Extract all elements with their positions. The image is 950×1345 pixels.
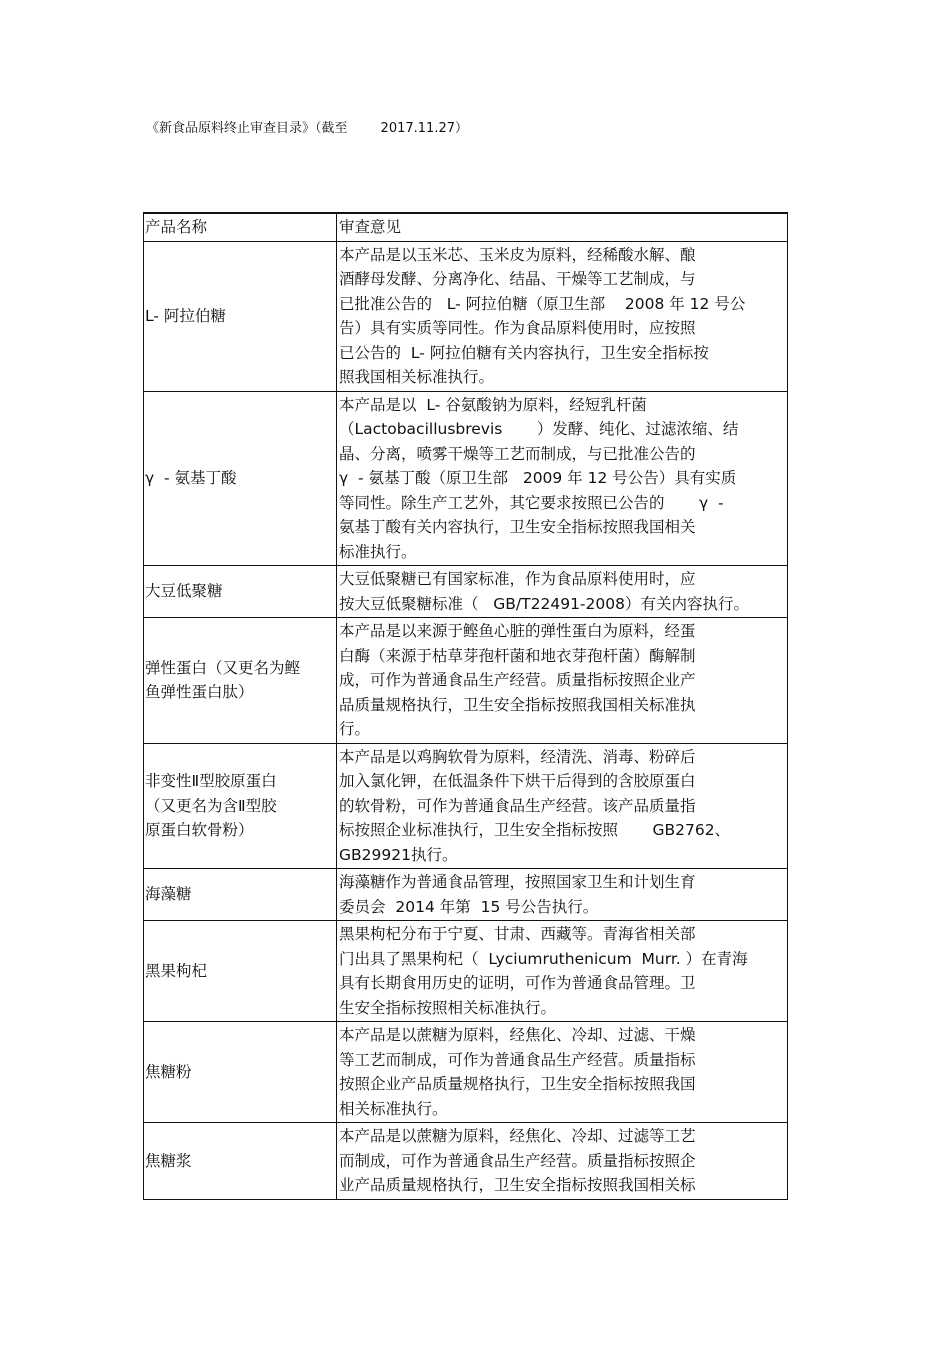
review-opinion-line: 而制成，可作为普通食品生产经营。质量指标按照企 xyxy=(339,1151,696,1170)
table-row xyxy=(144,921,788,1022)
review-opinion-line: 按照企业产品质量规格执行，卫生安全指标按照我国 xyxy=(339,1075,696,1093)
review-opinion-line: 酒酵母发酵、分离净化、结晶、干燥等工艺制成，与 xyxy=(339,270,696,288)
review-opinion-line: 具有长期食用历史的证明，可作为普通食品管理。卫 xyxy=(339,974,696,992)
review-opinion-line: 告）具有实质等同性。作为食品原料使用时，应按照 xyxy=(339,319,696,337)
review-opinion-cell xyxy=(337,241,788,391)
review-opinion-line: 行。 xyxy=(339,720,371,738)
review-opinion-line: 委员会 2014 年第 15 号公告执行。 xyxy=(339,897,599,916)
review-opinion-line: 黑果枸杞分布于宁夏、甘肃、西藏等。青海省相关部 xyxy=(339,925,696,943)
table-row xyxy=(144,743,788,869)
header-review-opinion: 审查意见 xyxy=(337,213,788,241)
review-opinion-line: γ - 氨基丁酸（原卫生部 2009 年 12 号公告）具有实质 xyxy=(339,469,737,487)
review-opinion-cell xyxy=(337,743,788,869)
table-row xyxy=(144,1022,788,1123)
review-table xyxy=(143,212,788,1200)
review-opinion-line: 等工艺而制成，可作为普通食品生产经营。质量指标 xyxy=(339,1050,696,1069)
review-opinion-line: 海藻糖作为普通食品管理，按照国家卫生和计划生育 xyxy=(339,873,696,891)
review-opinion-cell xyxy=(337,566,788,618)
review-opinion-line: 的软骨粉，可作为普通食品生产经营。该产品质量指 xyxy=(339,796,696,815)
table-row xyxy=(144,1123,788,1200)
review-opinion-line: 晶、分离，喷雾干燥等工艺而制成，与已批准公告的 xyxy=(339,444,696,463)
review-opinion-line: 品质量规格执行，卫生安全指标按照我国相关标准执 xyxy=(339,695,696,714)
review-opinion-line: 门出具了黑果枸杞（ Lyciumruthenicum Murr. ）在青海 xyxy=(339,949,748,968)
review-opinion-line: 加入氯化钾，在低温条件下烘干后得到的含胶原蛋白 xyxy=(339,772,696,790)
review-opinion-line: 标按照企业标准执行，卫生安全指标按照 GB2762、 xyxy=(339,821,731,839)
product-name-line: （又更名为含Ⅱ型胶 xyxy=(145,796,277,815)
review-opinion-line: GB29921执行。 xyxy=(339,845,458,864)
review-opinion-line: 氨基丁酸有关内容执行，卫生安全指标按照我国相关 xyxy=(339,518,696,536)
review-opinion-line: （Lactobacillusbrevis ）发酵、纯化、过滤浓缩、结 xyxy=(339,420,739,438)
table-row xyxy=(144,241,788,391)
product-name-line: 黑果枸杞 xyxy=(145,961,208,980)
review-opinion-line: 本产品是以蔗糖为原料，经焦化、冷却、过滤、干燥 xyxy=(339,1026,696,1044)
product-name-line: 海藻糖 xyxy=(145,885,192,904)
review-opinion-line: 相关标准执行。 xyxy=(339,1099,448,1118)
product-name-cell xyxy=(144,241,337,391)
review-opinion-cell xyxy=(337,869,788,921)
review-opinion-line: 本产品是以鸡胸软骨为原料，经清洗、消毒、粉碎后 xyxy=(339,747,696,766)
review-opinion-cell xyxy=(337,1022,788,1123)
product-name-line: 大豆低聚糖 xyxy=(145,582,223,601)
document-title: 《新食品原料终止审查目录》（截至 2017.11.27） xyxy=(146,121,468,136)
review-table-container xyxy=(143,212,789,1220)
review-opinion-cell xyxy=(337,391,788,566)
product-name-line: γ - 氨基丁酸 xyxy=(145,469,237,487)
review-opinion-line: 照我国相关标准执行。 xyxy=(339,368,495,386)
review-opinion-line: 等同性。除生产工艺外，其它要求按照已公告的 γ - xyxy=(339,493,724,512)
review-opinion-line: 大豆低聚糖已有国家标准，作为食品原料使用时，应 xyxy=(339,570,696,588)
review-opinion-cell xyxy=(337,1123,788,1200)
product-name-line: 非变性Ⅱ型胶原蛋白 xyxy=(145,772,277,790)
review-opinion-line: 业产品质量规格执行，卫生安全指标按照我国相关标 xyxy=(339,1176,696,1194)
review-opinion-line: 成，可作为普通食品生产经营。质量指标按照企业产 xyxy=(339,671,696,689)
review-opinion-line: 已公告的 L- 阿拉伯糖有关内容执行，卫生安全指标按 xyxy=(339,343,709,362)
product-name-cell xyxy=(144,566,337,618)
product-name-line: L- 阿拉伯糖 xyxy=(145,306,226,325)
review-opinion-line: 本产品是以蔗糖为原料，经焦化、冷却、过滤等工艺 xyxy=(339,1127,696,1145)
product-name-line: 原蛋白软骨粉） xyxy=(145,821,254,839)
product-name-line: 鱼弹性蛋白肽） xyxy=(145,683,254,702)
table-row xyxy=(144,566,788,618)
product-name-line: 焦糖粉 xyxy=(145,1062,192,1081)
product-name-cell xyxy=(144,869,337,921)
review-opinion-line: 本产品是以玉米芯、玉米皮为原料，经稀酸水解、酿 xyxy=(339,245,696,264)
review-opinion-cell xyxy=(337,618,788,744)
product-name-line: 弹性蛋白（又更名为鲣 xyxy=(145,658,301,677)
product-name-line: 焦糖浆 xyxy=(145,1151,192,1170)
review-opinion-cell xyxy=(337,921,788,1022)
review-opinion-line: 本产品是以来源于鲣鱼心脏的弹性蛋白为原料，经蛋 xyxy=(339,622,696,640)
table-header-row xyxy=(144,213,788,241)
header-product-name: 产品名称 xyxy=(144,213,337,241)
table-row xyxy=(144,869,788,921)
product-name-cell xyxy=(144,391,337,566)
review-opinion-line: 生安全指标按照相关标准执行。 xyxy=(339,998,557,1017)
review-opinion-line: 本产品是以 L- 谷氨酸钠为原料，经短乳杆菌 xyxy=(339,395,647,414)
review-opinion-line: 按大豆低聚糖标准（ GB/T22491-2008）有关内容执行。 xyxy=(339,594,749,613)
review-opinion-line: 已批准公告的 L- 阿拉伯糖（原卫生部 2008 年 12 号公 xyxy=(339,294,746,313)
product-name-cell xyxy=(144,921,337,1022)
review-opinion-line: 标准执行。 xyxy=(339,542,417,561)
product-name-cell xyxy=(144,1022,337,1123)
review-opinion-line: 白酶（来源于枯草芽孢杆菌和地衣芽孢杆菌）酶解制 xyxy=(339,646,696,665)
product-name-cell xyxy=(144,743,337,869)
table-row xyxy=(144,391,788,566)
table-row xyxy=(144,618,788,744)
product-name-cell xyxy=(144,1123,337,1200)
product-name-cell xyxy=(144,618,337,744)
